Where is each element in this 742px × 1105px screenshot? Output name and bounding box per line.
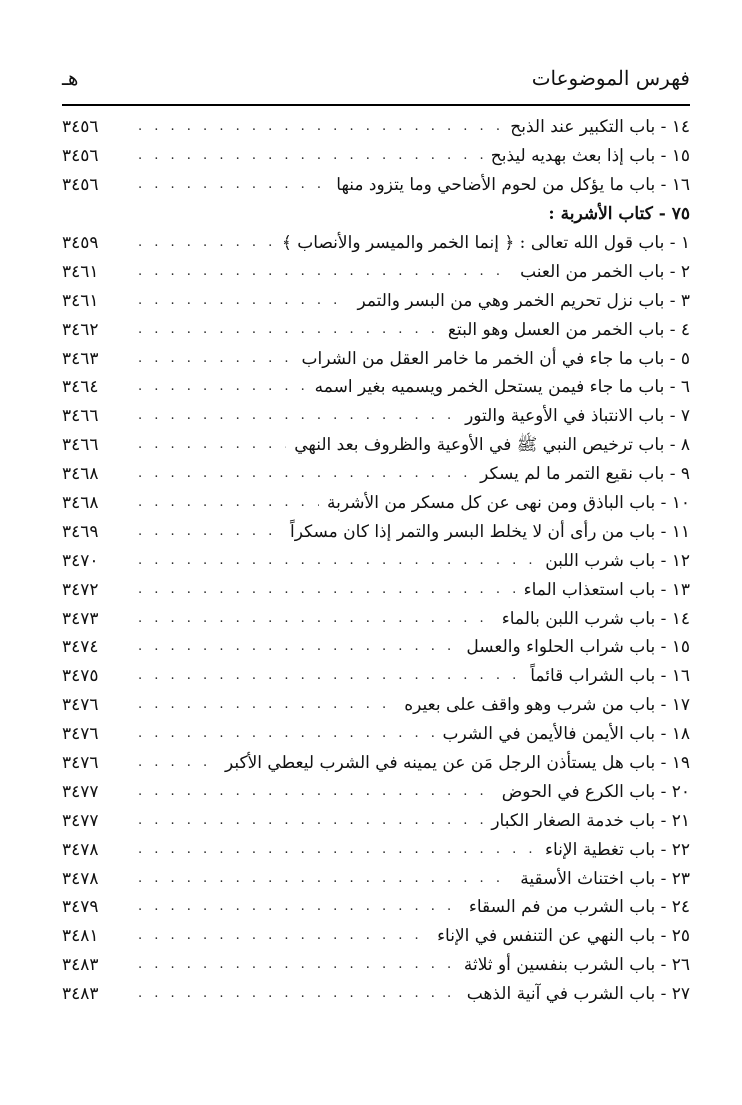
dot-leader	[138, 142, 483, 170]
dot-leader	[138, 547, 537, 575]
toc-page-number: ٣٤٥٦	[62, 146, 99, 167]
toc-entry	[62, 749, 690, 778]
toc-page-number: ٣٤٦٦	[62, 406, 99, 427]
toc-entry	[62, 286, 690, 315]
dot-leader	[138, 749, 217, 777]
toc-entry-title: ١١ - باب من رأى أن لا يخلط البسر والتمر إذا كان مسكراً	[290, 521, 690, 542]
toc-entry-title: ٢٠ - باب الكرع في الحوض	[501, 781, 690, 802]
toc-entry	[62, 344, 690, 373]
dot-leader	[138, 460, 472, 488]
toc-page-number: ٣٤٦٨	[62, 493, 99, 514]
toc-page-number: ٣٤٦١	[62, 261, 99, 282]
toc-entry-title: ١ - باب قول الله تعالى : ﴿ إنما الخمر والميسر والأنصاب ﴾	[281, 233, 690, 253]
toc-entry	[62, 229, 690, 258]
toc-entry	[62, 893, 690, 922]
toc-entry	[62, 604, 690, 633]
toc-entry	[62, 633, 690, 662]
toc-page-number: ٣٤٧٦	[62, 753, 99, 774]
toc-entry-title: ٢٢ - باب تغطية الإناء	[545, 839, 690, 860]
toc-entry-title: ٨ - باب ترخيص النبي ﷺ في الأوعية والظروف بعد النهي	[294, 435, 690, 456]
toc-page-number: ٣٤٦٨	[62, 464, 99, 485]
toc-page-number: ٣٤٧٨	[62, 839, 99, 860]
toc-page-number: ٣٤٦٤	[62, 377, 99, 398]
toc-entry	[62, 980, 690, 1009]
toc-entry	[62, 546, 690, 575]
toc-entry	[62, 460, 690, 489]
dot-leader	[138, 373, 307, 401]
toc-entry-title: ١٥ - باب شراب الحلواء والعسل	[466, 637, 690, 658]
toc-entry	[62, 517, 690, 546]
page-header	[62, 64, 690, 98]
toc-entry-title: ٧ - باب الانتباذ في الأوعية والتور	[465, 406, 690, 427]
toc-entry	[62, 113, 690, 142]
toc-entry-title: ١٢ - باب شرب اللبن	[545, 550, 690, 571]
toc-page-number: ٣٤٥٩	[62, 233, 99, 253]
toc-entry-title: ١٨ - باب الأيمن فالأيمن في الشرب	[442, 724, 690, 745]
toc-entry-title: ٢٥ - باب النهي عن التنفس في الإناء	[437, 926, 690, 947]
toc-entry	[62, 835, 690, 864]
header-title: فهرس الموضوعات	[531, 66, 690, 90]
toc-entry	[62, 922, 690, 951]
toc-page-number: ٣٤٧٢	[62, 579, 99, 600]
dot-leader	[138, 171, 328, 199]
dot-leader	[138, 980, 459, 1008]
toc-entry-title: ١٤ - باب التكبير عند الذبح	[510, 117, 690, 138]
toc-entry-title: ٤ - باب الخمر من العسل وهو البتع	[447, 319, 690, 340]
dot-leader	[138, 431, 286, 459]
dot-leader	[138, 951, 456, 979]
toc-entry	[62, 402, 690, 431]
toc-entry-title: ١٤ - باب شرب اللبن بالماء	[501, 608, 690, 629]
toc-entry	[62, 489, 690, 518]
toc-entry	[62, 373, 690, 402]
dot-leader	[138, 287, 349, 315]
toc-page-number: ٣٤٧٥	[62, 666, 99, 687]
toc-entry	[62, 142, 690, 171]
toc-entry	[62, 864, 690, 893]
dot-leader	[138, 605, 494, 633]
toc-page-number: ٣٤٧٦	[62, 695, 99, 716]
header-rule	[62, 104, 690, 106]
toc-entry-title: ٢٧ - باب الشرب في آنية الذهب	[466, 984, 690, 1005]
toc-entry-title: ١٠ - باب الباذق ومن نهى عن كل مسكر من الأشربة	[327, 493, 690, 514]
toc-page-number: ٣٤٧٠	[62, 550, 99, 571]
dot-leader	[138, 316, 440, 344]
toc-page-number: ٣٤٧٩	[62, 897, 99, 918]
toc-page-number: ٣٤٧٧	[62, 810, 99, 831]
toc-page-number: ٣٤٦٣	[62, 348, 99, 369]
toc-page-number: ٣٤٧٧	[62, 781, 99, 802]
toc-entry-title: ١٣ - باب استعذاب الماء	[523, 579, 690, 600]
dot-leader	[138, 113, 502, 141]
table-of-contents	[62, 113, 690, 1009]
toc-entry	[62, 171, 690, 200]
toc-entry-title: ١٦ - باب الشراب قائماً	[530, 666, 690, 687]
toc-page-number: ٣٤٥٦	[62, 175, 99, 196]
dot-leader	[138, 345, 294, 373]
dot-leader	[138, 402, 457, 430]
toc-entry-title: ١٧ - باب من شرب وهو واقف على بعيره	[404, 695, 690, 716]
toc-entry	[62, 257, 690, 286]
toc-page-number: ٣٤٦١	[62, 290, 99, 311]
dot-leader	[138, 229, 274, 257]
toc-entry	[62, 691, 690, 720]
dot-leader	[138, 576, 516, 604]
toc-entry-title: ١٦ - باب ما يؤكل من لحوم الأضاحي وما يتزود منها	[336, 175, 690, 196]
dot-leader	[138, 662, 522, 690]
toc-page-number: ٣٤٧٤	[62, 637, 99, 658]
toc-entry-title: ٢٦ - باب الشرب بنفسين أو ثلاثة	[463, 955, 690, 976]
toc-entry	[62, 431, 690, 460]
toc-entry-title: ٣ - باب نزل تحريم الخمر وهي من البسر والتمر	[357, 290, 690, 311]
toc-page-number: ٣٤٧٨	[62, 868, 99, 889]
toc-page-number: ٣٤٨٣	[62, 984, 99, 1005]
dot-leader	[138, 778, 494, 806]
toc-entry	[62, 575, 690, 604]
toc-page-number: ٣٤٦٩	[62, 521, 99, 542]
toc-entry-title: ٦ - باب ما جاء فيمن يستحل الخمر ويسميه بغير اسمه	[314, 377, 690, 398]
dot-leader	[138, 922, 429, 950]
toc-entry	[62, 315, 690, 344]
toc-entry-title: ٥ - باب ما جاء في أن الخمر ما خامر العقل من الشراب	[301, 348, 690, 369]
toc-page-number: ٣٤٦٦	[62, 435, 99, 456]
toc-entry-title: ١٥ - باب إذا بعث بهديه ليذبح	[490, 146, 690, 167]
toc-entry-title: ٩ - باب نقيع التمر ما لم يسكر	[480, 464, 690, 485]
toc-page-number: ٣٤٨١	[62, 926, 99, 947]
toc-entry	[62, 662, 690, 691]
toc-entry	[62, 720, 690, 749]
header-page-letter: هـ	[62, 66, 79, 90]
dot-leader	[138, 807, 483, 835]
dot-leader	[138, 258, 512, 286]
dot-leader	[138, 836, 537, 864]
toc-entry-title: ٢ - باب الخمر من العنب	[520, 261, 690, 282]
dot-leader	[138, 865, 512, 893]
toc-entry-title: ٢١ - باب خدمة الصغار الكبار	[491, 810, 690, 831]
toc-entry-title: ١٩ - باب هل يستأذن الرجل مَن عن يمينه في الشرب ليعطي الأكبر	[225, 753, 690, 774]
toc-page-number: ٣٤٥٦	[62, 117, 99, 138]
toc-page-number: ٣٤٦٢	[62, 319, 99, 340]
dot-leader	[138, 489, 319, 517]
dot-leader	[138, 691, 396, 719]
dot-leader	[138, 633, 458, 661]
toc-entry-title: ٢٤ - باب الشرب من فم السقاء	[468, 897, 690, 918]
toc-section-heading	[62, 200, 690, 229]
toc-entry-title: ٢٣ - باب اختناث الأسقية	[520, 868, 690, 889]
toc-page-number: ٣٤٧٦	[62, 724, 99, 745]
toc-page-number: ٣٤٧٣	[62, 608, 99, 629]
dot-leader	[138, 720, 434, 748]
dot-leader	[138, 518, 282, 546]
toc-entry-title: ٧٥ - كتاب الأشربة :	[548, 204, 690, 225]
toc-page-number: ٣٤٨٣	[62, 955, 99, 976]
toc-entry	[62, 951, 690, 980]
toc-entry	[62, 777, 690, 806]
dot-leader	[138, 893, 461, 921]
toc-entry	[62, 806, 690, 835]
